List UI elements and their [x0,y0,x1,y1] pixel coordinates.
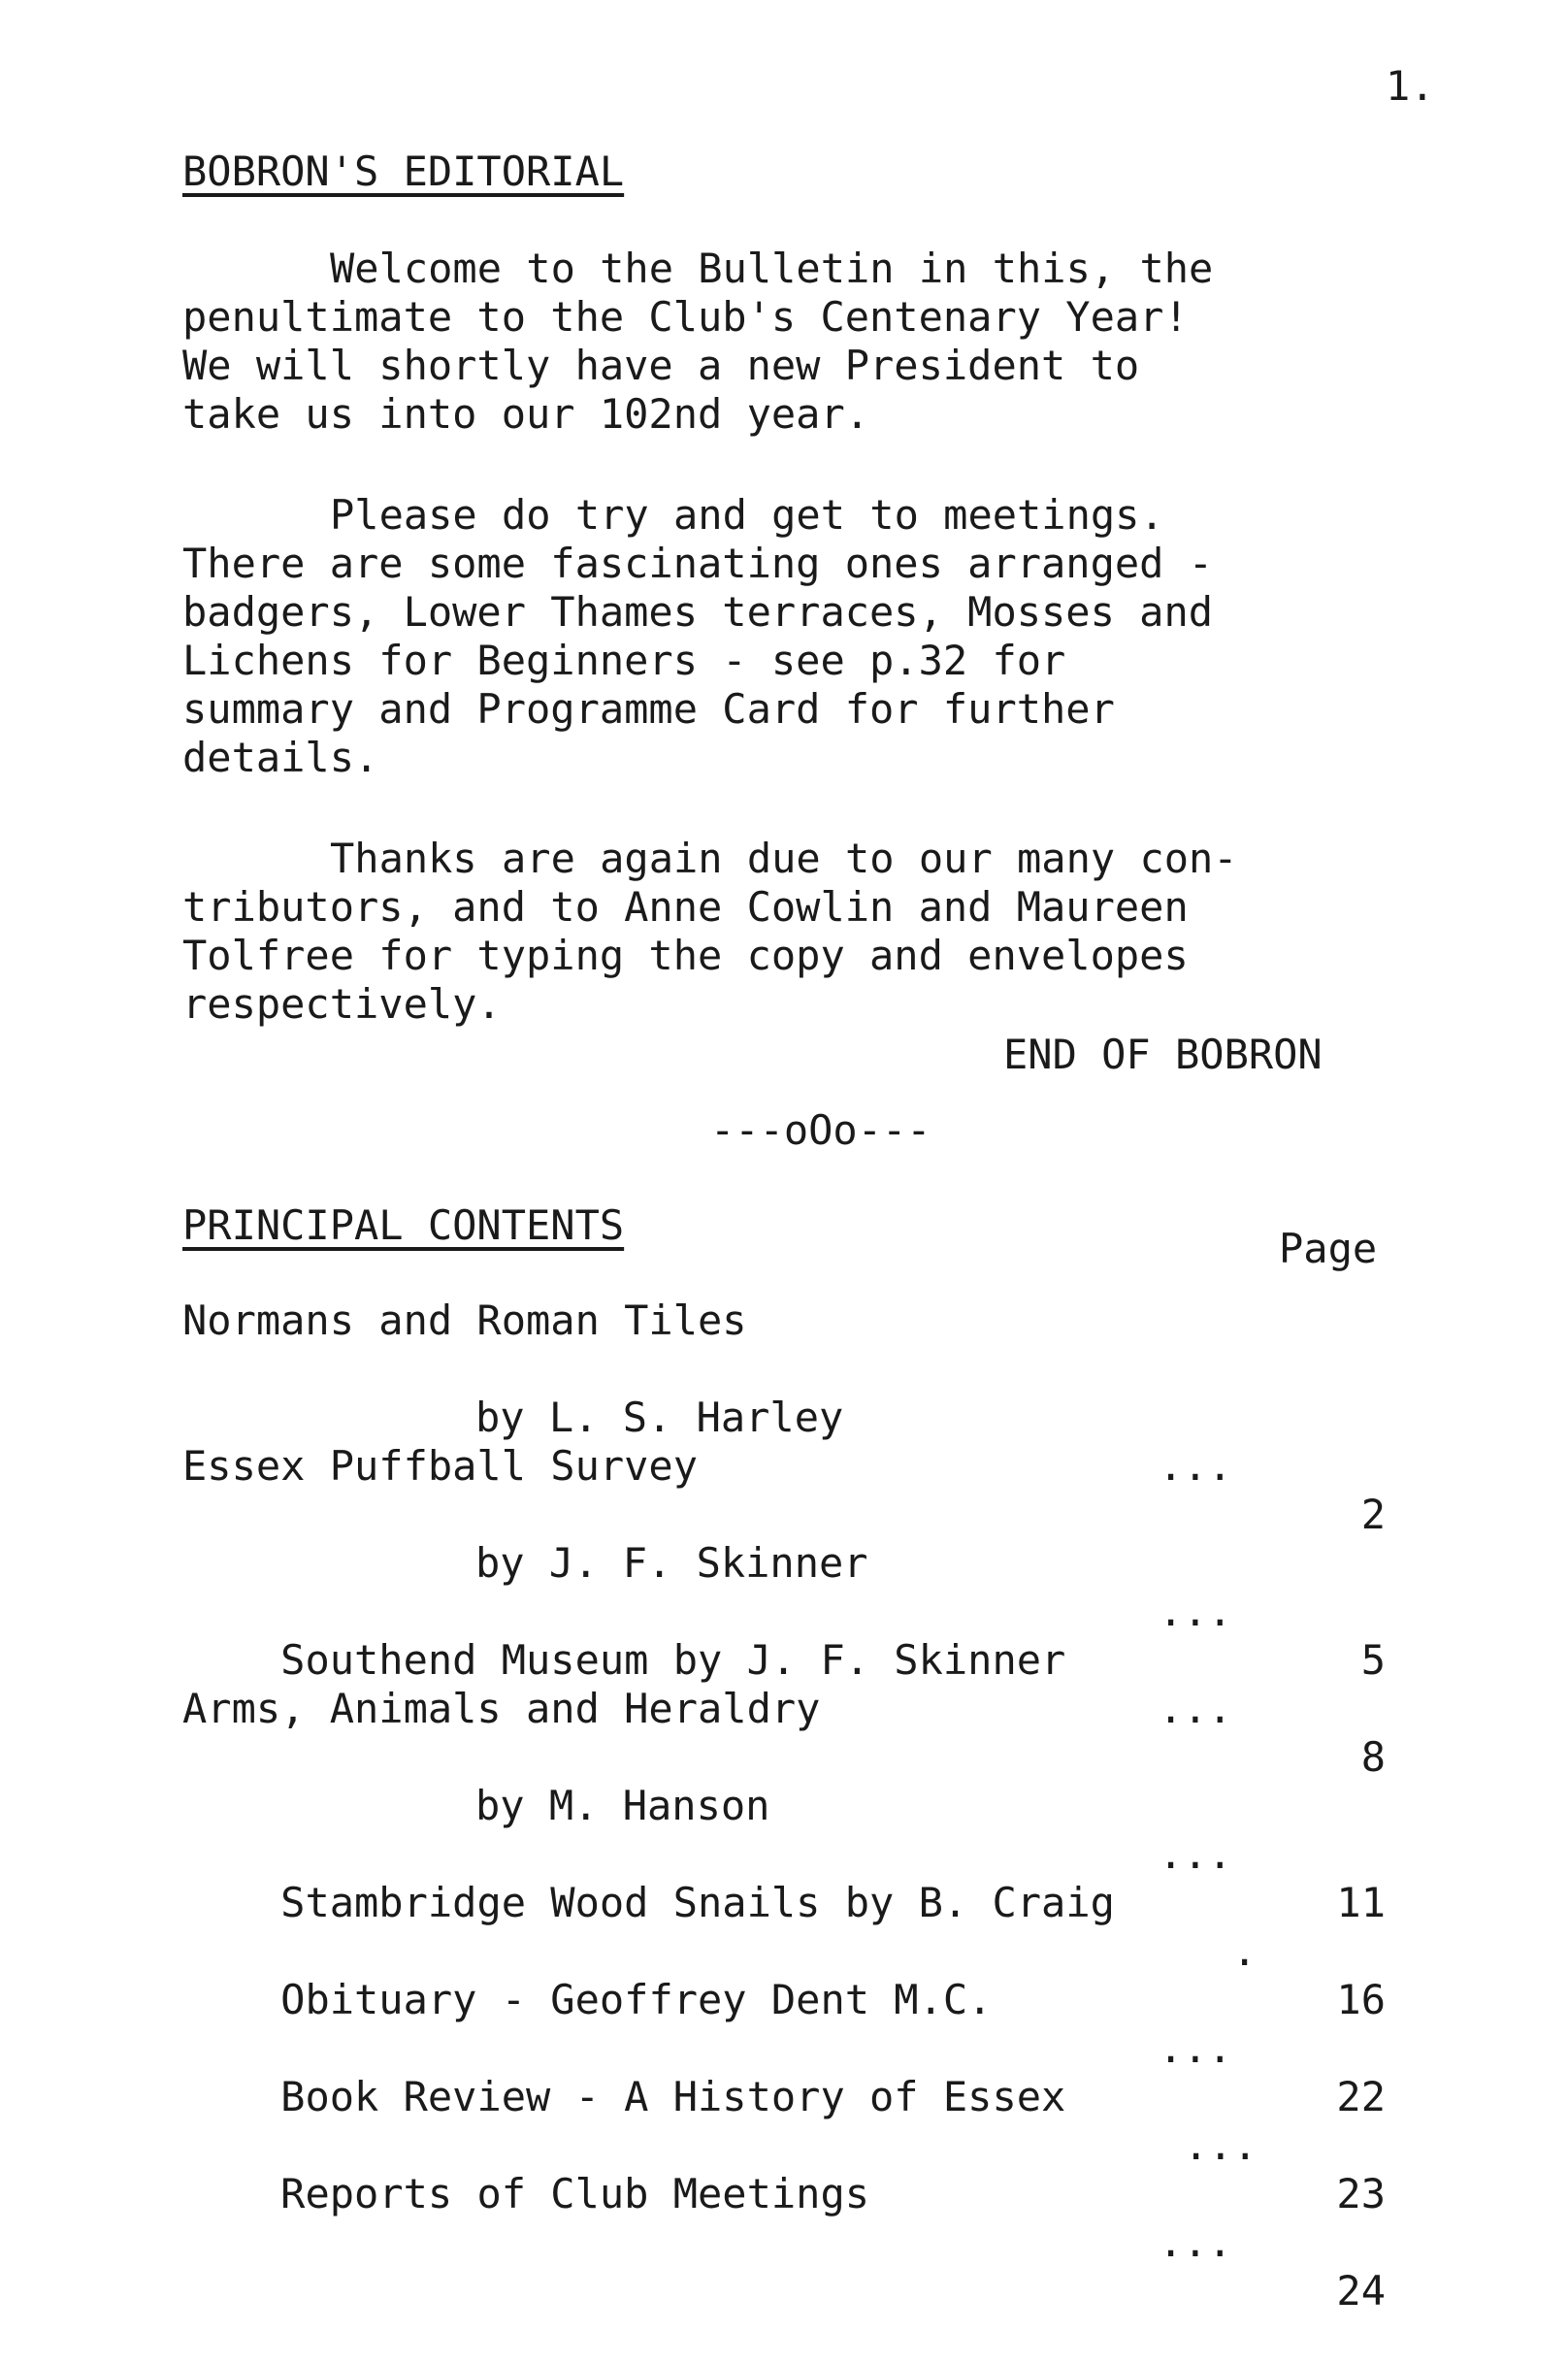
toc-leader-dots: ... [1159,1588,1232,1635]
toc-byline: by L. S. Harley [475,1394,844,1441]
toc-leader-dots: ... [1184,2121,1258,2169]
text-line: details. [182,734,379,781]
editorial-signoff: END OF BOBRON [1003,1031,1323,1078]
toc-page-number: 22 [1336,2073,1386,2120]
text-line: badgers, Lower Thames terraces, Mosses and [182,588,1214,636]
toc-leader-dots: ... [1159,1442,1232,1490]
text-line: Welcome to the Bulletin in this, the [330,245,1214,292]
toc-title: Book Review - A History of Essex [280,2073,1066,2120]
toc-title: Reports of Club Meetings [280,2170,870,2217]
toc-page-number: 11 [1336,1879,1386,1926]
toc-leader-dots: ... [1159,1830,1232,1878]
text-line: Tolfree for typing the copy and envelopes [182,932,1189,979]
toc-title: Obituary - Geoffrey Dent M.C. [280,1976,993,2023]
toc-title-row [182,1685,1386,1733]
text-line: respectively. [182,980,502,1028]
toc-title-row [182,1297,1386,1345]
toc-page-number: 23 [1336,2170,1386,2217]
toc-byline: by J. F. Skinner [475,1539,868,1587]
toc-title: Normans and Roman Tiles [182,1297,747,1344]
toc-leader-dots: ... [1159,2218,1232,2266]
editorial-heading: BOBRON'S EDITORIAL [182,148,625,195]
text-line: There are some fascinating ones arranged - [182,540,1214,587]
toc-title-row [182,1442,1386,1491]
page-number: 1. [1386,62,1435,110]
text-line: Thanks are again due to our many con- [330,835,1238,882]
toc-title: Southend Museum by J. F. Skinner [280,1636,1066,1684]
contents-heading: PRINCIPAL CONTENTS [182,1201,625,1249]
editorial-paragraph-3 [182,835,1405,1029]
toc-title: Stambridge Wood Snails by B. Craig [280,1879,1115,1926]
text-line: penultimate to the Club's Centenary Year! [182,293,1189,341]
toc-page-number: 24 [1336,2267,1386,2315]
toc-leader-dots: ... [1159,2024,1232,2072]
text-line: take us into our 102nd year. [182,390,870,438]
text-line: Lichens for Beginners - see p.32 for [182,637,1066,684]
toc-page-number: 8 [1360,1733,1386,1781]
toc-title: Essex Puffball Survey [182,1442,699,1490]
toc-page-number: 5 [1360,1636,1386,1684]
text-line: summary and Programme Card for further [182,685,1115,733]
page-column-label: Page [1279,1225,1378,1272]
text-line: tributors, and to Anne Cowlin and Maureen [182,883,1189,931]
toc-page-number: 16 [1336,1976,1386,2023]
editorial-paragraph-2 [182,491,1405,782]
text-line: We will shortly have a new President to [182,342,1140,389]
toc-byline: by M. Hanson [475,1782,770,1829]
toc-title: Arms, Animals and Heraldry [182,1685,821,1732]
editorial-paragraph-1 [182,245,1405,439]
text-line: Please do try and get to meetings. [330,491,1164,539]
section-divider: ---oOo--- [710,1106,931,1154]
toc-leader-dots: ... [1159,1685,1232,1732]
toc-leader-dots: . [1232,1927,1258,1975]
toc-page-number: 2 [1360,1491,1386,1538]
